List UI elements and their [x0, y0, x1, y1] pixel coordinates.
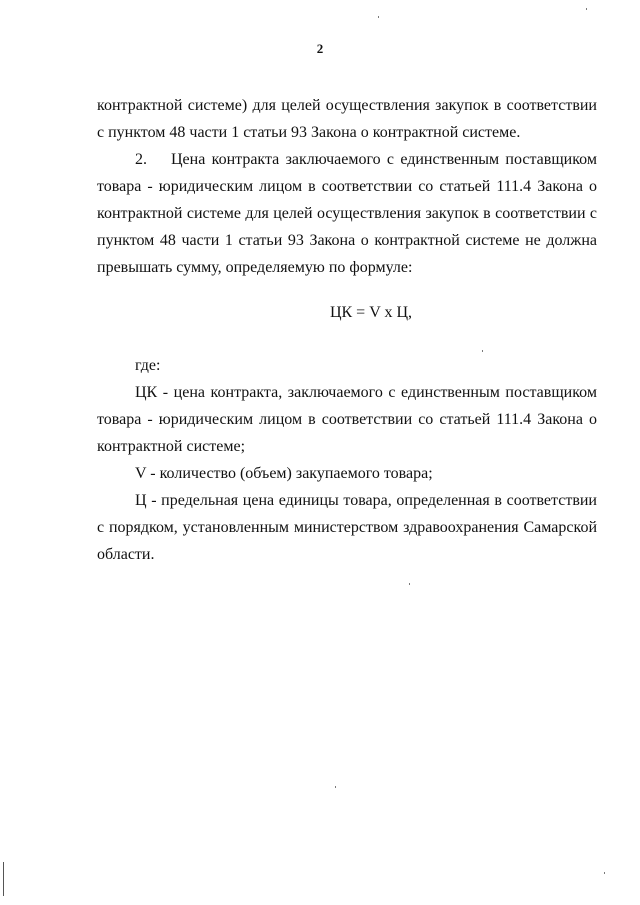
scan-edge-mark [3, 862, 4, 896]
scan-speck [482, 350, 483, 352]
scan-speck [586, 8, 587, 10]
definition-contract-price: ЦК - цена контракта, заключаемого с единственным поставщиком товара - юридическим лицом в соответствии со статьей 111.4 Закона о контрактной системе; [97, 384, 597, 455]
paragraph-continuation: контрактной системе) для целей осуществления закупок в соответствии с пунктом 48 части 1 статьи 93 Закона о контрактной системе. [97, 97, 597, 141]
scan-speck [335, 786, 336, 788]
document-body [97, 92, 597, 568]
formula: ЦК = V x Ц, [329, 304, 413, 321]
scan-speck [604, 872, 605, 874]
scan-speck [409, 583, 410, 585]
definition-volume: V - количество (объем) закупаемого товара; [135, 465, 433, 482]
definition-unit-price: Ц - предельная цена единицы товара, определенная в соответствии с порядком, установленным министерством здравоохранения Самарской области. [97, 492, 597, 563]
paragraph-item-2: 2. Цена контракта заключаемого с единственным поставщиком товара - юридическим лицом в соответствии со статьей 111.4 Закона о контрактной системе для целей осуществления закупок в соответствии с пунктом 48 части 1 статьи 93 Закона о контрактной системе не должна превышать сумму, определяемую по формуле: [97, 151, 597, 276]
where-label: где: [135, 357, 161, 374]
scan-speck [378, 16, 379, 18]
page-number: 2 [316, 41, 324, 56]
